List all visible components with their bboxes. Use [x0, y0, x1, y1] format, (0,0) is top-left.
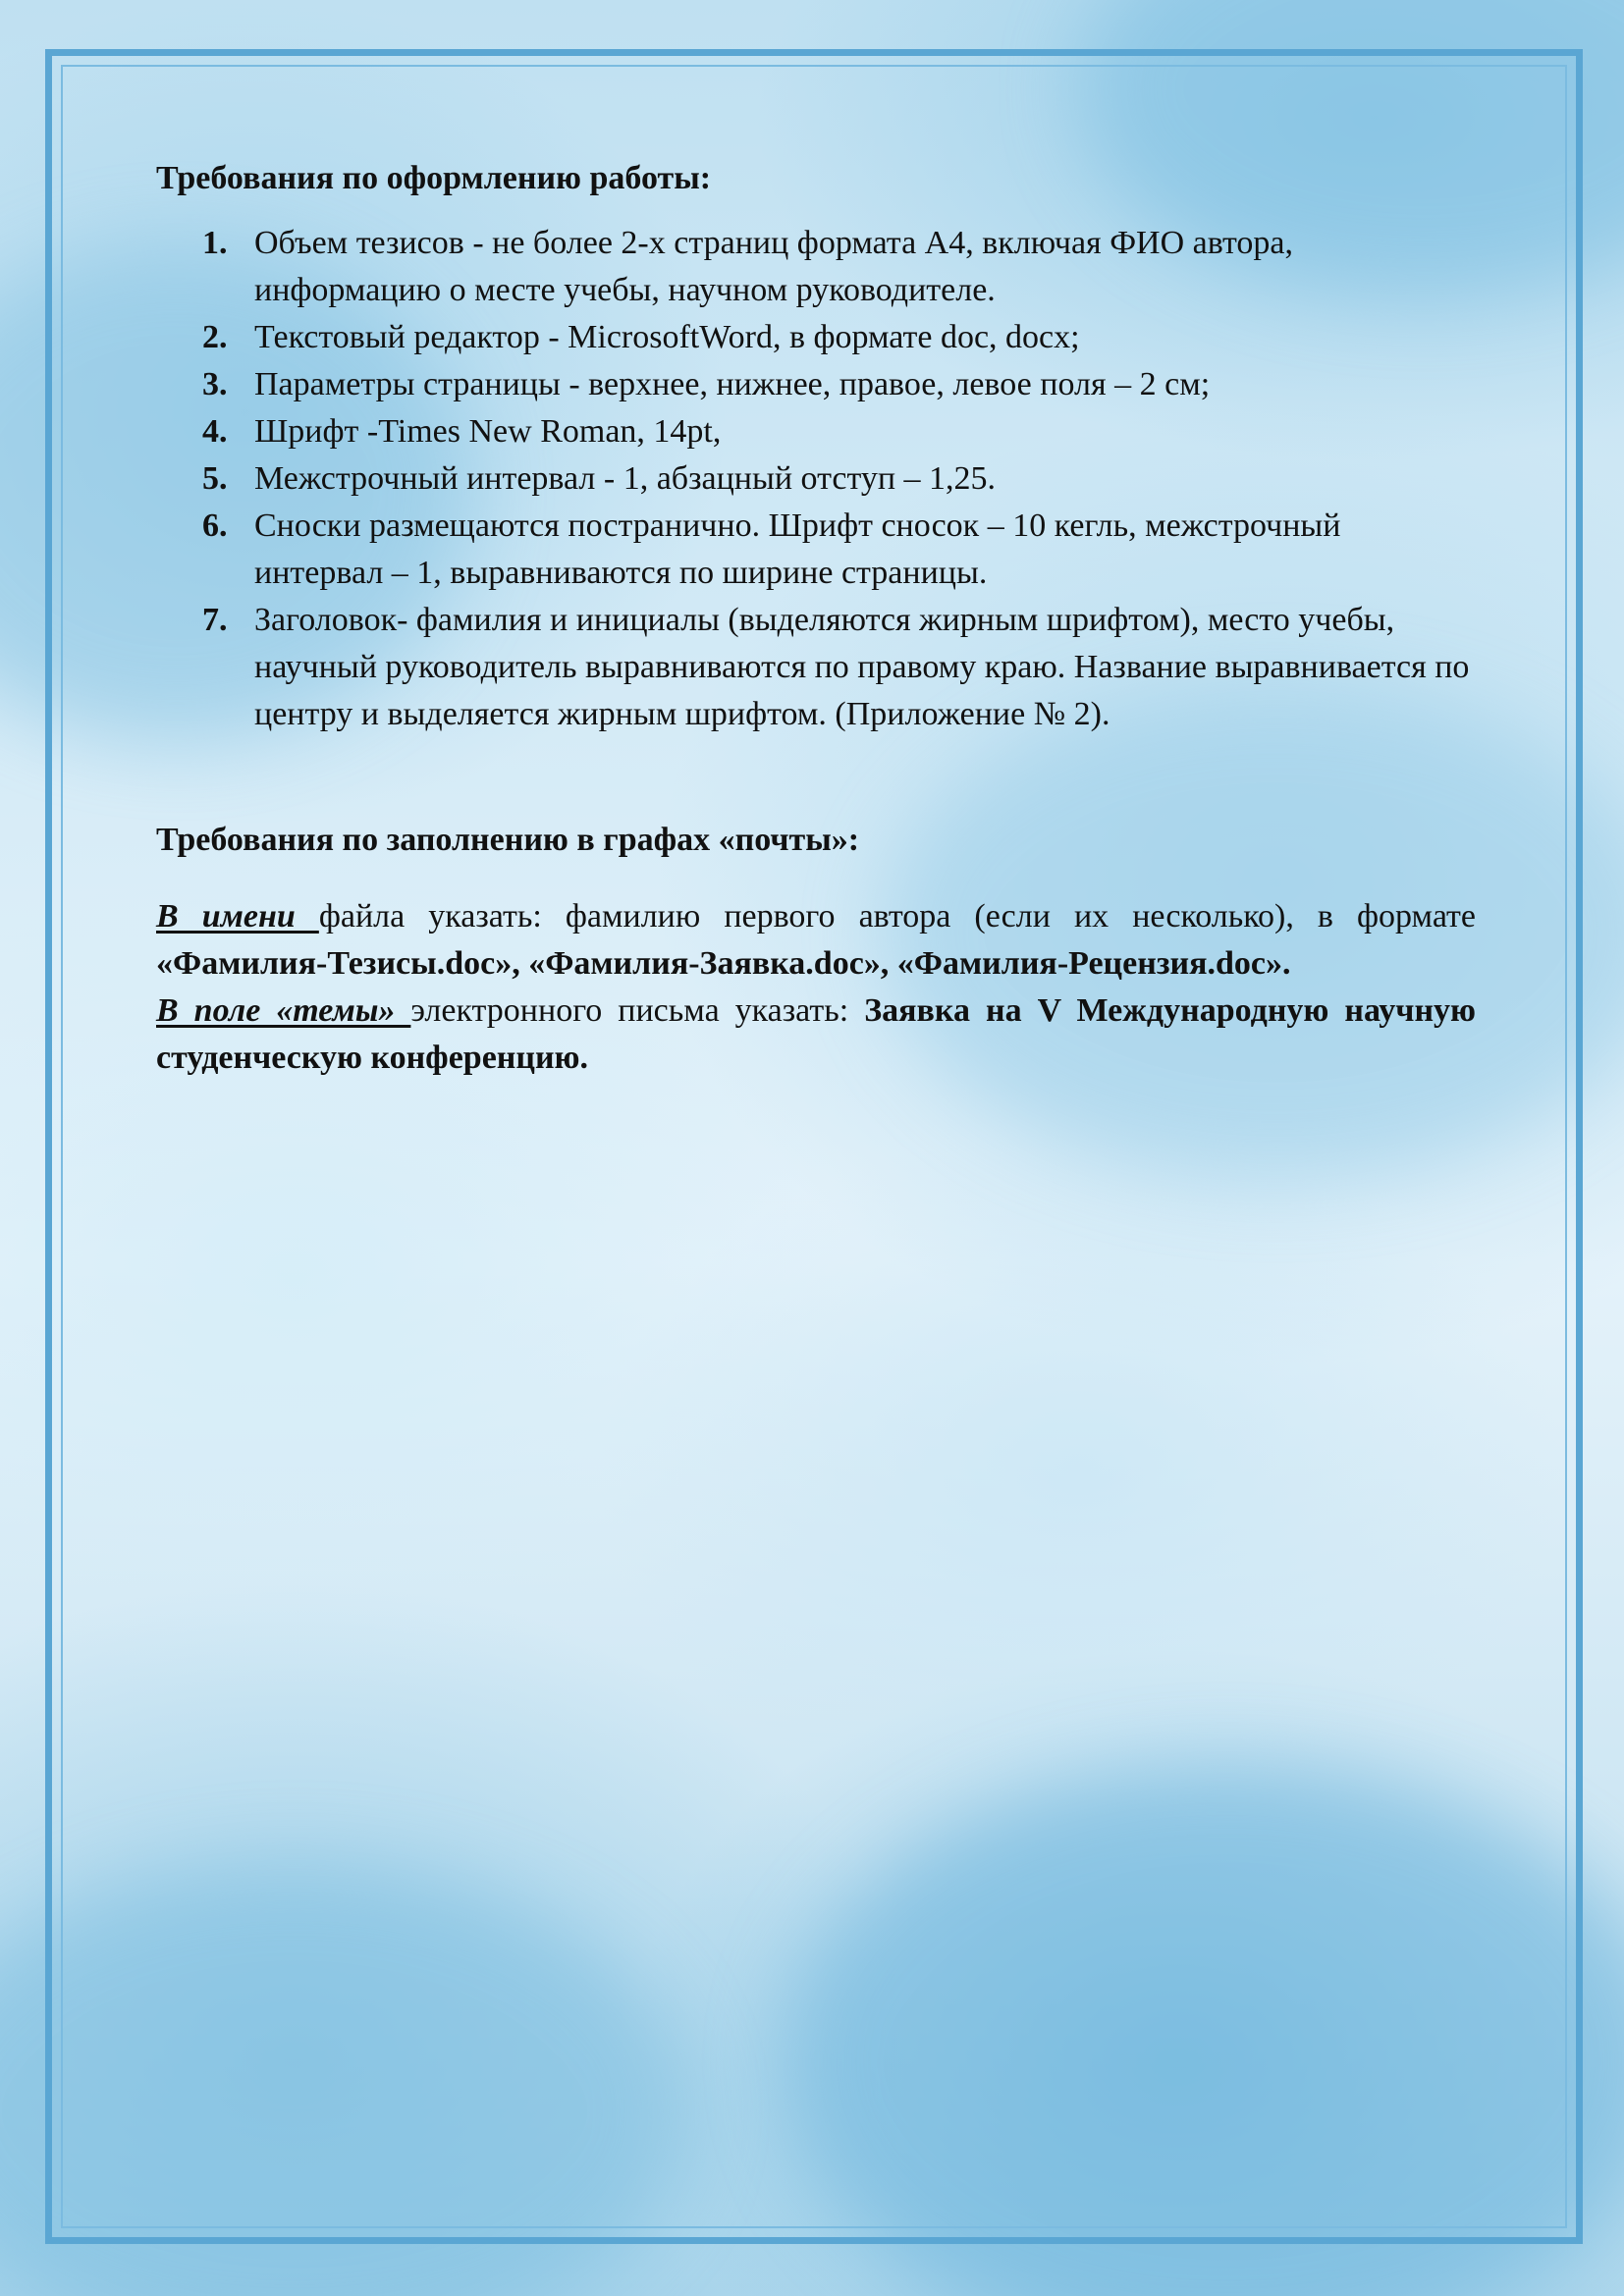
list-item-text: Заголовок- фамилия и инициалы (выделяются жирным шрифтом), место учебы, научный руководитель выравниваются по правому краю. Название выравнивается по центру и выделяется жирным шрифтом. (Приложение № 2).	[254, 602, 1470, 732]
filename-formats: «Фамилия-Тезисы.doc», «Фамилия-Заявка.doc», «Фамилия-Рецензия.doc».	[156, 945, 1291, 982]
list-item-number: 6.	[202, 507, 228, 544]
list-item-text: Параметры страницы - верхнее, нижнее, правое, левое поля – 2 см;	[254, 366, 1211, 402]
list-item	[156, 361, 1476, 408]
section-heading-email: Требования по заполнению в графах «почты»:	[156, 822, 860, 858]
list-item-number: 4.	[202, 413, 228, 450]
list-item-number: 1.	[202, 225, 228, 261]
list-item	[156, 503, 1476, 597]
filename-instructions	[156, 893, 1476, 988]
subject-instructions	[156, 988, 1476, 1082]
list-item-number: 5.	[202, 460, 228, 497]
filename-label: В имени	[156, 898, 319, 934]
list-item-number: 2.	[202, 319, 228, 355]
section-heading-formatting: Требования по оформлению работы:	[156, 160, 712, 196]
subject-label: В поле «темы»	[156, 992, 411, 1029]
list-item	[156, 408, 1476, 455]
list-item	[156, 455, 1476, 503]
document-content	[156, 155, 1476, 1082]
list-item-text: Межстрочный интервал - 1, абзацный отступ – 1,25.	[254, 460, 997, 497]
list-item-text: Шрифт -Times New Roman, 14pt,	[254, 413, 722, 450]
list-item-text: Текстовый редактор - MicrosoftWord, в формате doc, docx;	[254, 319, 1080, 355]
filename-text: файла указать: фамилию первого автора (если их несколько), в формате	[318, 898, 1476, 934]
list-item-text: Объем тезисов - не более 2-х страниц формата А4, включая ФИО автора, информацию о месте учебы, научном руководителе.	[254, 225, 1293, 308]
list-item-text: Сноски размещаются постранично. Шрифт сносок – 10 кегль, межстрочный интервал – 1, выравниваются по ширине страницы.	[254, 507, 1341, 591]
list-item-number: 3.	[202, 366, 228, 402]
list-item	[156, 597, 1476, 738]
requirements-list	[156, 220, 1476, 738]
list-item	[156, 314, 1476, 361]
subject-value: Заявка на V Международную научную студенческую конференцию.	[156, 992, 1477, 1076]
list-item-number: 7.	[202, 602, 228, 638]
subject-text: электронного письма указать:	[410, 992, 865, 1029]
list-item	[156, 220, 1476, 314]
